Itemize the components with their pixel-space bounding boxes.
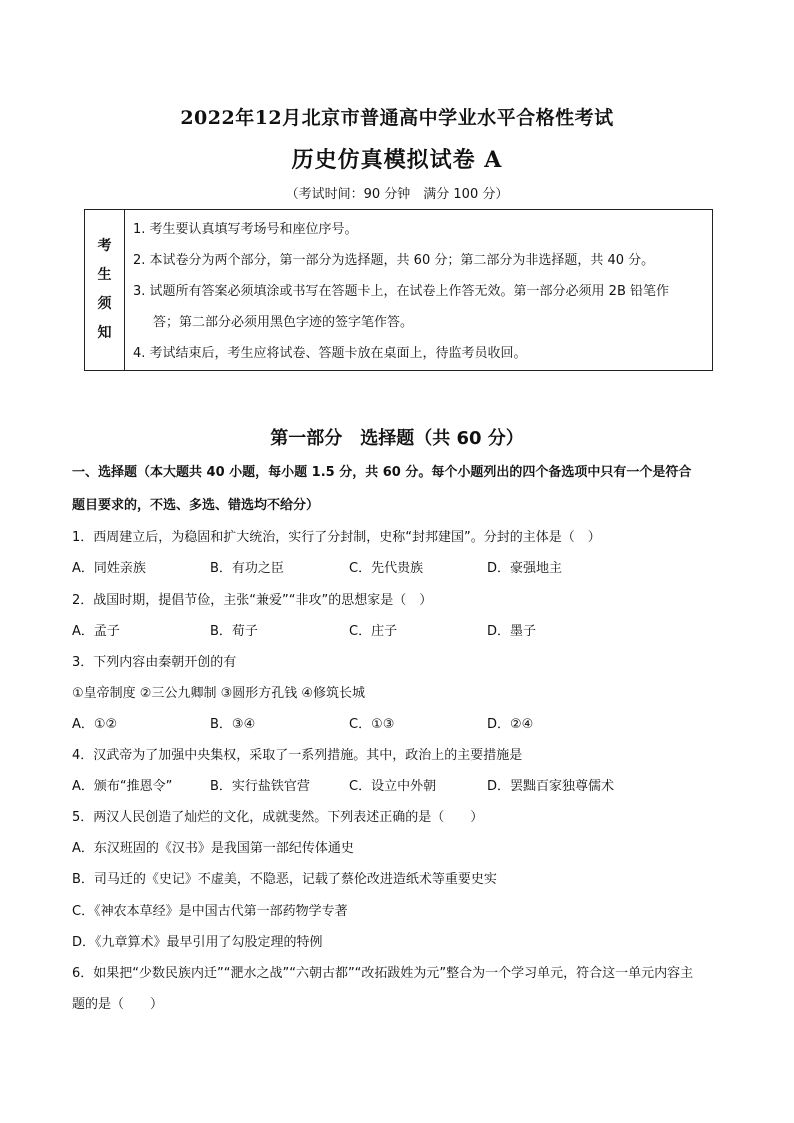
question-option: A．同姓亲族 [72,561,146,576]
question-stem: 2．战国时期，提倡节俭，主张“兼爱”“非攻”的思想家是（ ） [72,593,433,608]
section-intro-line: 题目要求的，不选、多选、错选均不给分） [72,498,320,513]
notice-items [133,214,706,369]
question-option: D．墨子 [487,624,537,639]
question-option: A．孟子 [72,624,120,639]
question-option: C．先代贵族 [349,561,424,576]
notice-item: 2. 本试卷分为两个部分，第一部分为选择题，共 60 分；第二部分为非选择题，共 40 分。 [133,253,655,268]
exam-subtitle: 历史仿真模拟试卷 A [291,147,503,173]
section-title: 第一部分 选择题（共 60 分） [270,428,524,449]
notice-label-char: 须 [97,296,112,312]
question-stem: 3．下列内容由秦朝开创的有 [72,655,237,670]
notice-item-continued: 答；第二部分必须用黑色字迹的签字笔作答。 [153,315,414,330]
notice-item: 3. 试题所有答案必须填涂或书写在答题卡上，在试卷上作答无效。第一部分必须用 2B 铅笔作 [133,284,669,299]
notice-label-char: 生 [97,267,112,283]
question-sub-items: ①皇帝制度 ②三公九卿制 ③圆形方孔钱 ④修筑长城 [72,686,366,701]
question-option: C．《神农本草经》是中国古代第一部药物学专著 [72,904,348,919]
question-option: D．《九章算术》最早引用了勾股定理的特例 [72,935,323,950]
question-option: D．豪强地主 [487,561,563,576]
notice-label-char: 知 [97,325,112,341]
candidate-notice-box [84,209,713,371]
question-stem: 1．西周建立后，为稳固和扩大统治，实行了分封制，史称“封邦建国”。分封的主体是（ ） [72,530,601,545]
question-stem: 5．两汉人民创造了灿烂的文化，成就斐然。下列表述正确的是（ ） [72,810,484,825]
exam-title: 2022年12月北京市普通高中学业水平合格性考试 [180,107,614,129]
question-stem: 6．如果把“少数民族内迁”“淝水之战”“六朝古都”“改拓跋姓为元”整合为一个学习单元，符合这一单元内容主 [72,966,694,981]
question-option: D．罢黜百家独尊儒术 [487,779,615,794]
question-option: A．颁布“推恩令” [72,779,173,794]
notice-label-char: 考 [97,238,112,254]
question-option: C．①③ [349,717,395,732]
question-option: D．②④ [487,717,534,732]
question-option: B．荀子 [210,624,258,639]
question-option: A．①② [72,717,118,732]
question-option: A．东汉班固的《汉书》是我国第一部纪传体通史 [72,841,354,856]
notice-item: 4. 考试结束后，考生应将试卷、答题卡放在桌面上，待监考员收回。 [133,346,527,361]
notice-item: 1. 考生要认真填写考场号和座位序号。 [133,222,358,237]
exam-time-info: （考试时间：90 分钟 满分 100 分） [285,187,509,202]
question-option: B．③④ [210,717,256,732]
question-option: C．设立中外朝 [349,779,437,794]
section-intro-line: 一、选择题（本大题共 40 小题，每小题 1.5 分，共 60 分。每个小题列出的四个备选项中只有一个是符合 [72,465,692,480]
question-option: B．司马迁的《史记》不虚美，不隐恶，记载了蔡伦改进造纸术等重要史实 [72,872,497,887]
notice-label [85,210,125,370]
question-option: B．有功之臣 [210,561,284,576]
section-intro [72,456,732,522]
question-stem: 4．汉武帝为了加强中央集权，采取了一系列措施。其中，政治上的主要措施是 [72,748,523,763]
question-stem-continued: 题的是（ ） [72,997,164,1012]
question-option: B．实行盐铁官营 [210,779,310,794]
question-option: C．庄子 [349,624,398,639]
